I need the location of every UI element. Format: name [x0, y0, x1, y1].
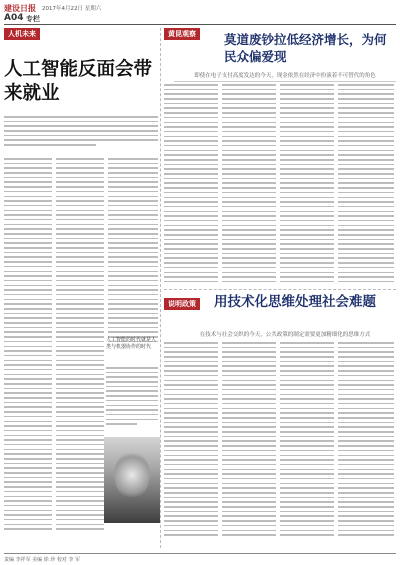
page-number: A04 — [4, 13, 24, 23]
pull-quote-body — [106, 367, 158, 427]
right-top-body-col1 — [164, 84, 218, 284]
right-bottom-body-col3 — [280, 342, 334, 537]
right-bottom-body-col1 — [164, 342, 218, 537]
robot-illustration — [104, 437, 160, 523]
right-bottom-article-tag: 说明政策 — [164, 298, 200, 310]
masthead — [4, 3, 396, 23]
left-article-body-col1 — [4, 158, 52, 548]
right-bottom-body-col2 — [222, 342, 276, 537]
right-bottom-article — [164, 292, 396, 542]
left-article-body-col3 — [108, 158, 158, 358]
right-top-article-title: 莫道废钞拉低经济增长，为何民众偏爱现 — [224, 32, 387, 64]
page-footer: 责编 李祥军 美编 徐 珍 校对 李 军 — [4, 553, 396, 563]
right-top-article-tag: 黄昆观察 — [164, 28, 200, 40]
left-article-tag: 人机未来 — [4, 28, 40, 40]
masthead-divider — [4, 24, 396, 25]
right-top-body-col4 — [338, 84, 394, 284]
pull-quote-text: 人工智能的时代就是人类与机器协作的时代 — [106, 337, 157, 350]
right-bottom-article-subtitle: 在技术与社会交织的今天，公共政策的制定需要更加精细化的思维方式 — [199, 332, 371, 338]
left-article-title: 人工智能反面会带来就业 — [4, 59, 153, 104]
section-name: 专栏 — [26, 15, 40, 23]
right-top-article-subtitle: 即使在电子支付高度发达的今天，现金依然在经济中扮演着不可替代的角色 — [174, 71, 396, 82]
left-article-lede — [4, 116, 158, 156]
article-divider — [164, 289, 396, 290]
right-bottom-body-col4 — [338, 342, 394, 537]
left-article-body-col2 — [56, 158, 104, 548]
right-top-article — [164, 28, 396, 288]
right-bottom-article-title: 用技术化思维处理社会难题 — [214, 294, 376, 310]
issue-date: 2017年4月22日 星期六 — [42, 6, 102, 12]
robot-head-glow — [114, 451, 150, 499]
column-divider — [160, 28, 161, 548]
right-top-body-col2 — [222, 84, 276, 284]
right-top-body-col3 — [280, 84, 334, 284]
newspaper-brand: 建设日报 — [4, 4, 36, 13]
